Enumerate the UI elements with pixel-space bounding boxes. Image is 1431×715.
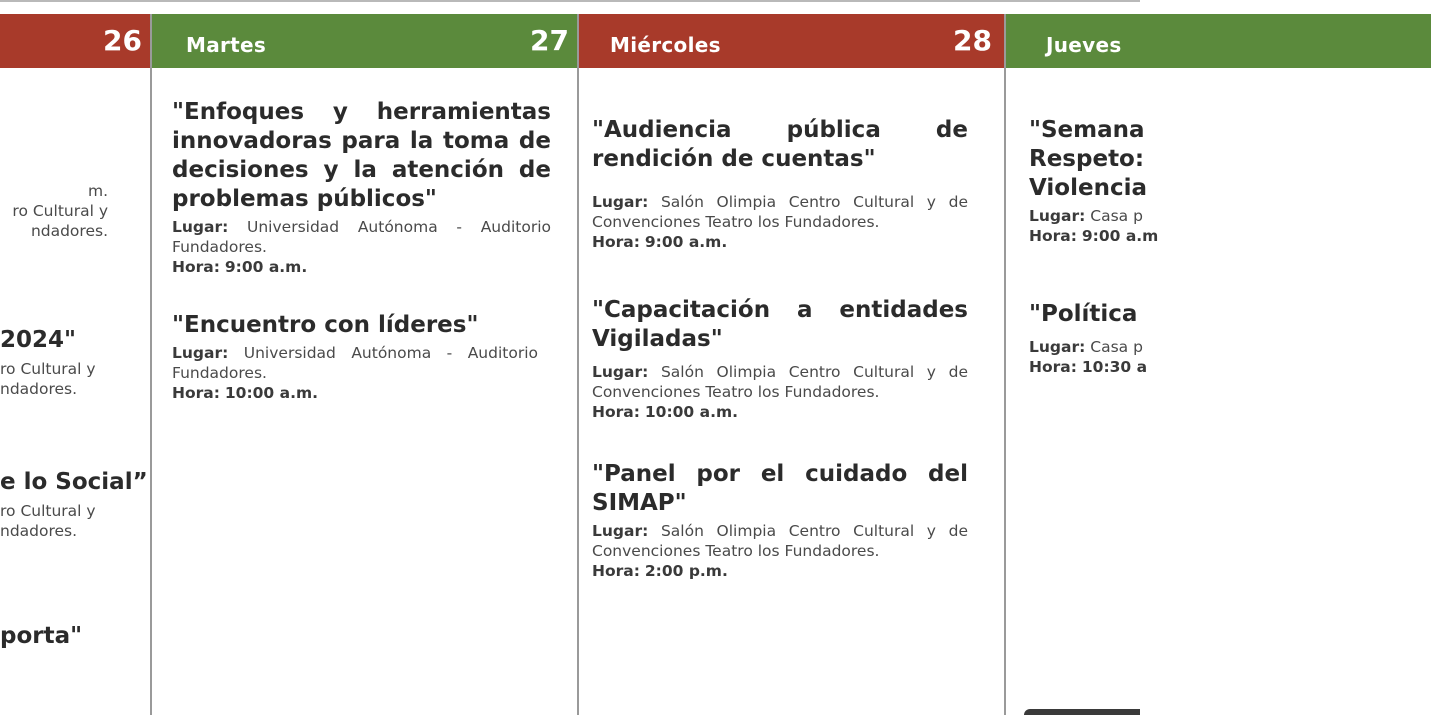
event-time-label: Hora: [592,562,640,580]
day-column-26 [0,14,150,715]
event-location-fragment: ndadores. [30,222,108,240]
day-header-martes [152,14,577,68]
event-time: 2:00 p.m. [644,562,728,580]
event-location-label: Lugar: [172,218,229,236]
day-number: 27 [530,24,569,57]
event-location-fragment: m. [87,182,108,200]
day-number: 28 [953,24,992,57]
event-item [1029,116,1429,246]
event-time: 10:00 a.m. [644,403,738,421]
event-time-label: Hora: [1029,227,1077,245]
top-rule [0,0,1140,2]
event-location-fragment: ro Cultural y [0,360,96,378]
event-location: Casa p [1090,338,1143,356]
event-time: 9:00 a.m. [644,233,728,251]
event-time-label: Hora: [592,403,640,421]
event-time: 9:00 a.m [1081,227,1159,245]
event-title: "Audiencia pública de rendición de cuentas" [592,117,968,172]
event-location-label: Lugar: [592,193,649,211]
event-location-label: Lugar: [1029,207,1086,225]
event-title: Respeto: [1029,146,1145,172]
event-item [172,98,551,277]
event-item [592,116,968,252]
event-item [0,178,108,241]
event-title: Violencia [1029,175,1147,201]
day-header-jueves [1006,14,1431,68]
event-item [592,296,968,422]
event-location: Universidad Autónoma - Auditorio Fundadores. [172,344,538,382]
event-item [592,460,968,581]
event-title: porta" [0,623,83,649]
event-location-fragment: ndadores. [0,522,78,540]
day-name: Jueves [1046,33,1122,57]
day-column-jueves [1006,14,1159,715]
event-location-fragment: ndadores. [0,380,78,398]
day-header-26 [0,14,150,68]
scrollbar-thumb[interactable] [1024,709,1140,715]
day-column-martes [152,14,577,715]
day-header-miercoles [579,14,1004,68]
event-location: Salón Olimpia Centro Cultural y de Convenciones Teatro los Fundadores. [592,193,968,231]
event-title: "Panel por el cuidado del SIMAP" [592,461,968,516]
event-location-fragment: ro Cultural y [12,202,108,220]
day-column-miercoles [579,14,1004,715]
event-time: 10:00 a.m. [224,384,318,402]
event-time: 9:00 a.m. [224,258,308,276]
event-time: 10:30 a [1081,358,1148,376]
event-title: "Política [1029,301,1138,327]
event-item [1029,300,1429,377]
event-location: Casa p [1090,207,1143,225]
event-location-label: Lugar: [592,363,649,381]
event-time-label: Hora: [592,233,640,251]
event-location: Salón Olimpia Centro Cultural y de Convenciones Teatro los Fundadores. [592,522,968,560]
day-number: 26 [103,24,142,57]
event-time-label: Hora: [172,258,220,276]
event-item [0,622,150,651]
event-title: "Encuentro con líderes" [172,312,479,338]
event-item [0,326,150,399]
event-location-label: Lugar: [172,344,229,362]
event-location: Salón Olimpia Centro Cultural y de Convenciones Teatro los Fundadores. [592,363,968,401]
event-title: "Semana [1029,117,1145,143]
event-location-label: Lugar: [592,522,649,540]
event-title: "Enfoques y herramientas innovadoras para la toma de decisiones y la atención de problemas públicos" [172,99,551,212]
event-location-label: Lugar: [1029,338,1086,356]
event-location: Universidad Autónoma - Auditorio Fundadores. [172,218,551,256]
event-location-fragment: ro Cultural y [0,502,96,520]
event-title: 2024" [0,327,76,353]
event-item [172,311,538,403]
day-name: Miércoles [610,33,721,57]
event-item [0,468,150,541]
event-time-label: Hora: [1029,358,1077,376]
event-title: "Capacitación a entidades Vigiladas" [592,297,968,352]
event-time-label: Hora: [172,384,220,402]
day-name: Martes [186,33,267,57]
event-title: e lo Social” [0,469,148,495]
